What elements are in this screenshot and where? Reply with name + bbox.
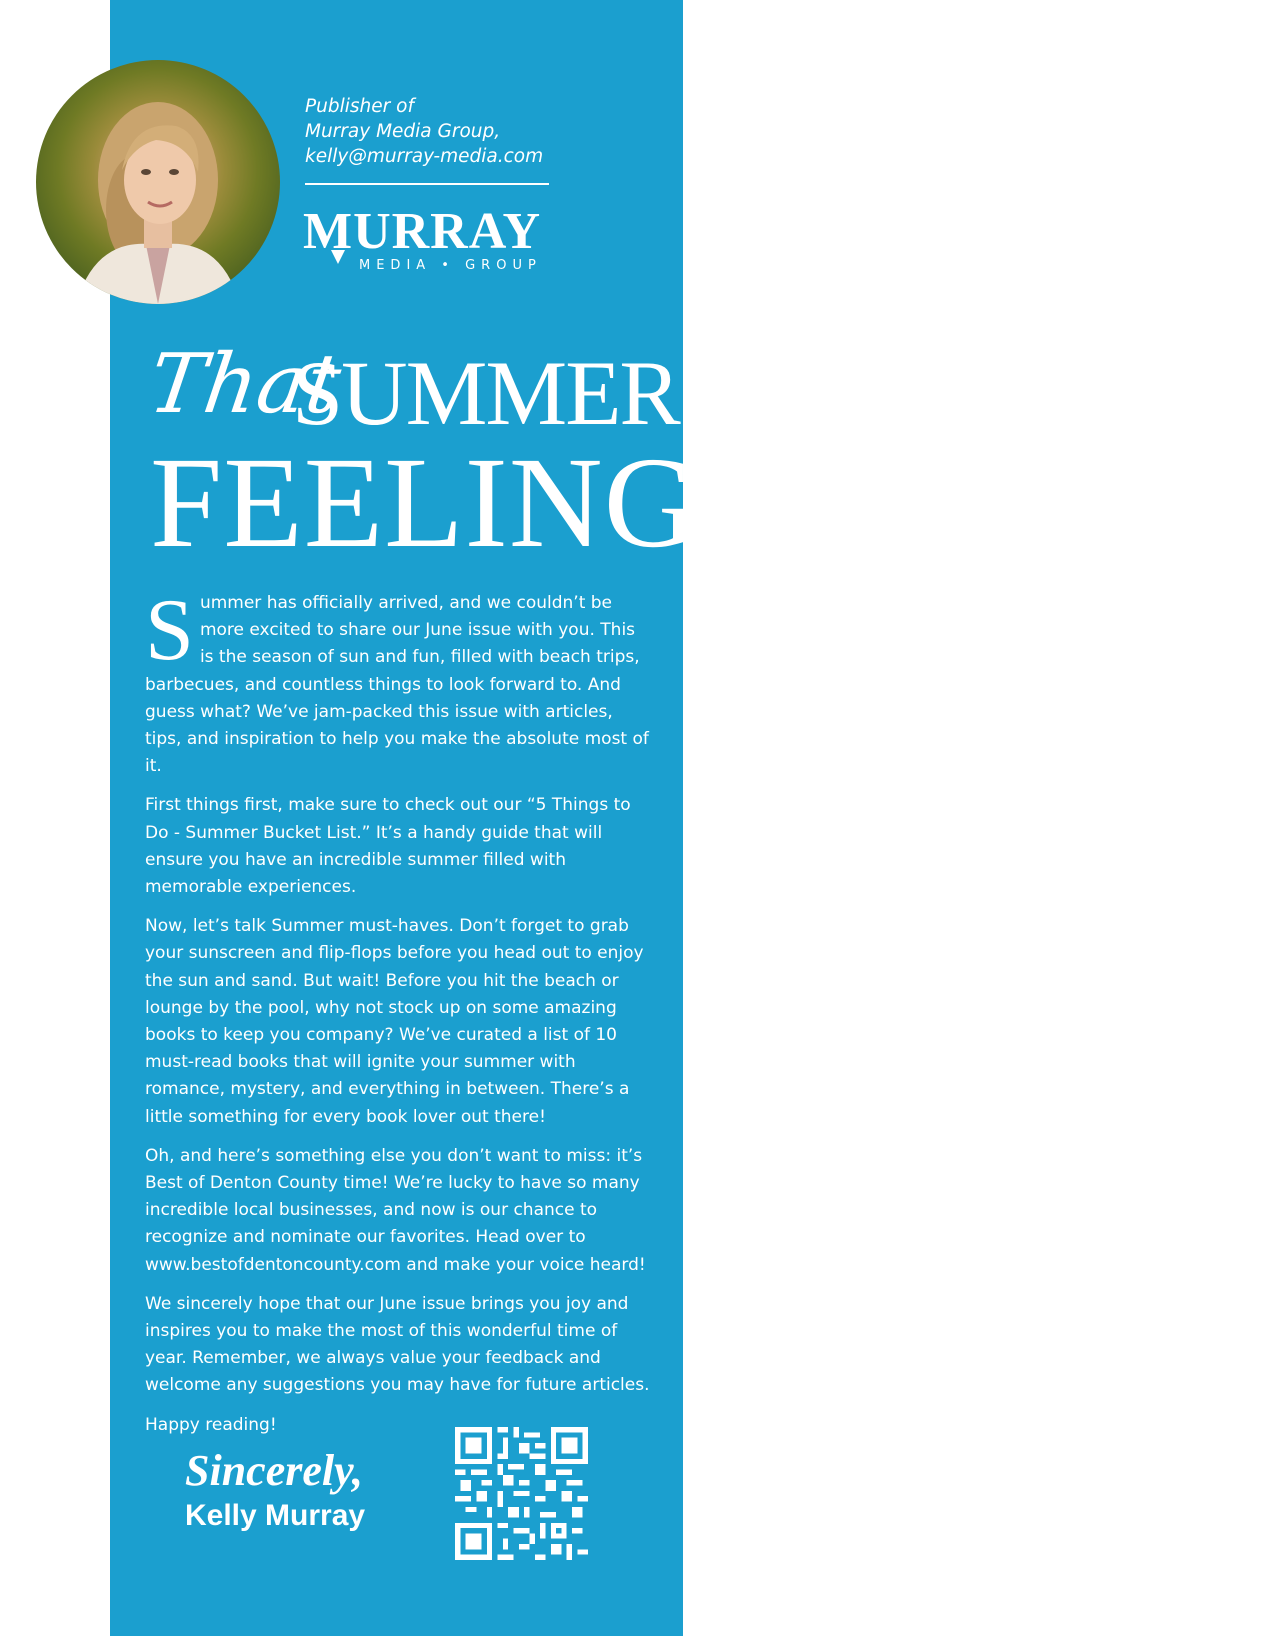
signoff-sincerely: Sincerely, [185,1446,363,1495]
paragraph-1 [145,582,650,780]
paragraph-1-text: ummer has officially arrived, and we couldn’t be more excited to share our June issue with you. This is the season of sun and fun, filled with beach trips, barbecues, and countless things to look forward to. And guess what? We’ve jam-packed this issue with articles, tips, and inspiration to help you make the absolute most of it. [145,593,649,777]
paragraph-5: We sincerely hope that our June issue brings you joy and inspires you to make the most of this wonderful time of year. Remember, we always value your feedback and welcome any suggestions you may have for future articles. [145,1293,650,1396]
headline-that: That [143,337,347,432]
drop-cap: S [145,582,194,679]
headline-feeling: FEELING [150,431,699,575]
signoff-name: Kelly Murray [185,1499,366,1532]
paragraph-2: First things first, make sure to check out our “5 Things to Do - Summer Bucket List.” It’s a handy guide that will ensure you have an incredible summer filled with memorable experiences. [145,795,631,898]
paragraph-3: Now, let’s talk Summer must-haves. Don’t forget to grab your sunscreen and flip-flops before you head out to enjoy the sun and sand. But wait! Before you hit the beach or lounge by the pool, why not stock up on some amazing books to keep you company? We’ve curated a list of 10 must-read books that will ignite your summer with romance, mystery, and everything in between. There’s a little something for every book lover out there! [145,916,644,1127]
signoff [185,1446,365,1536]
logo-wordmark: MURRAY [303,203,542,260]
publisher-company: Murray Media Group, [305,121,501,142]
qr-code-icon[interactable] [455,1427,588,1560]
publisher-info [305,94,543,169]
divider-rule [305,183,549,185]
paragraph-6: Happy reading! [145,1414,277,1435]
murray-media-group-logo [303,203,542,273]
paragraph-4: Oh, and here’s something else you don’t want to miss: it’s Best of Denton County time! We’re lucky to have so many incredible local businesses, and now is our chance to recognize and nominate our favorites. Head over to www.bestofdentoncounty.com and make your voice heard! [145,1145,646,1275]
publisher-photo [36,60,280,304]
logo-subtitle: MEDIA • GROUP [359,258,542,273]
letter-body [145,582,650,1451]
publisher-email: kelly@murray-media.com [305,146,544,167]
publisher-title: Publisher of [305,96,414,117]
speech-bubble-tail-icon [331,250,345,264]
headline-summer: SUMMER [292,342,679,444]
